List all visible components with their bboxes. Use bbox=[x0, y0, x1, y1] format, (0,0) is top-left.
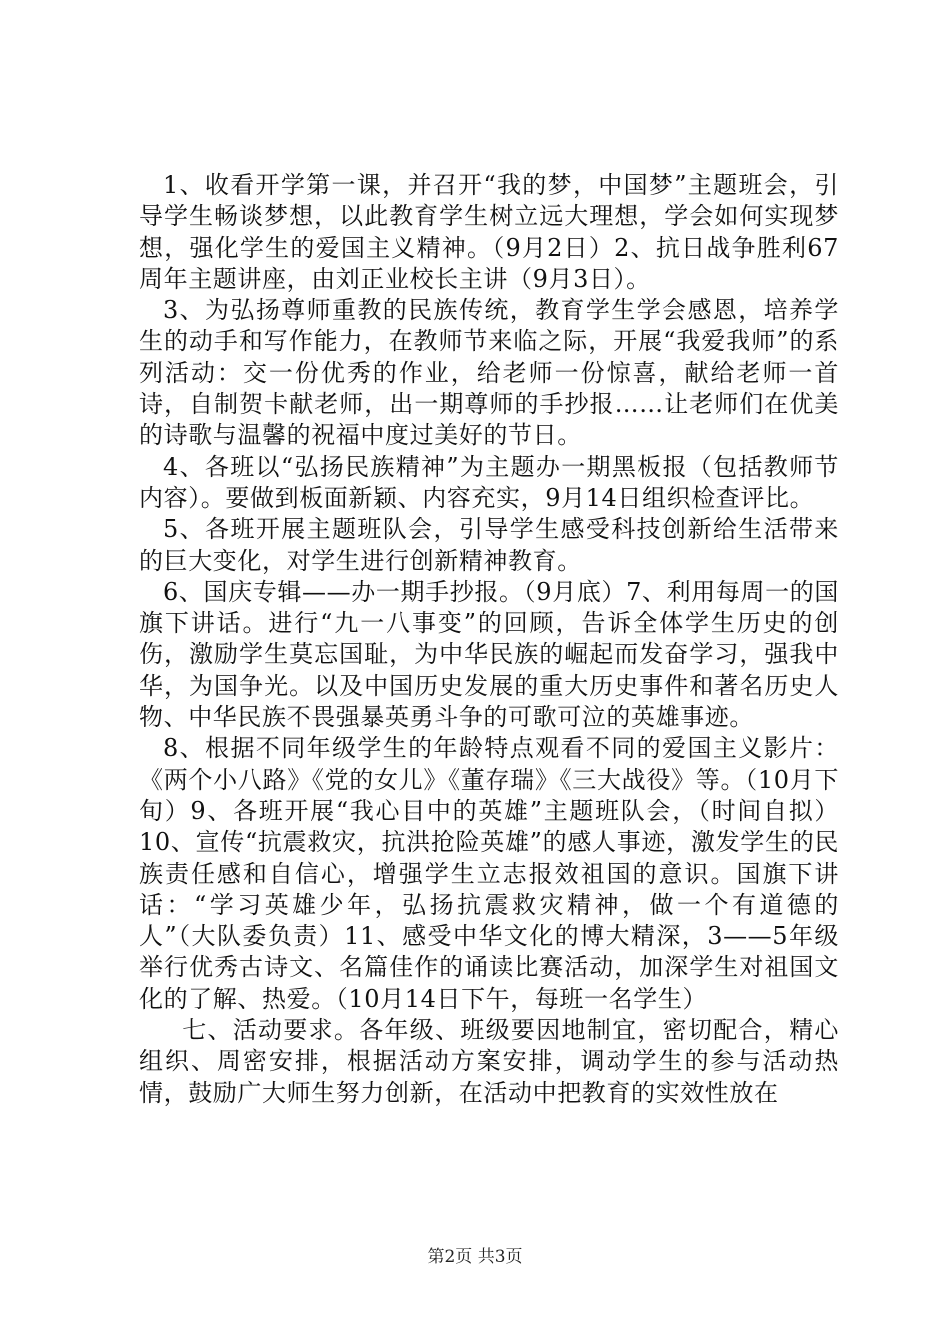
paragraph-7: 七、活动要求。各年级、班级要因地制宜，密切配合，精心组织、周密安排，根据活动方案安排，调动学生的参与活动热情，鼓励广大师生努力创新，在活动中把教育的实效性放在 bbox=[139, 1016, 839, 1107]
document-body bbox=[139, 170, 839, 1109]
paragraph-5: 6、国庆专辑——办一期手抄报。（9月底）7、利用每周一的国旗下讲话。进行“九一八事变”的回顾，告诉全体学生历史的创伤，激励学生莫忘国耻，为中华民族的崛起而发奋学习，强我中华，为国争光。以及中国历史发展的重大历史事件和著名历史人物、中华民族不畏强暴英勇斗争的可歌可泣的英雄事迹。 bbox=[139, 577, 839, 732]
paragraph-4: 5、各班开展主题班队会，引导学生感受科技创新给生活带来的巨大变化，对学生进行创新精神教育。 bbox=[139, 515, 839, 575]
paragraph-3: 4、各班以“弘扬民族精神”为主题办一期黑板报（包括教师节内容）。要做到板面新颖、内容充实，9月14日组织检查评比。 bbox=[139, 452, 839, 512]
paragraph-1: 1、收看开学第一课，并召开“我的梦，中国梦”主题班会，引导学生畅谈梦想，以此教育学生树立远大理想，学会如何实现梦想，强化学生的爱国主义精神。（9月2日）2、抗日战争胜利67周年主题讲座，由刘正业校长主讲（9月3日）。 bbox=[139, 171, 839, 293]
page-footer: 第2页 共3页 bbox=[427, 1247, 523, 1267]
paragraph-6: 8、根据不同年级学生的年龄特点观看不同的爱国主义影片：《两个小八路》《党的女儿》《董存瑞》《三大战役》等。（10月下旬）9、各班开展“我心目中的英雄”主题班队会，（时间自拟）10、宣传“抗震救灾，抗洪抢险英雄”的感人事迹，激发学生的民族责任感和自信心，增强学生立志报效祖国的意识。国旗下讲话：“学习英雄少年，弘扬抗震救灾精神，做一个有道德的人”（大队委负责）11、感受中华文化的博大精深，3——5年级举行优秀古诗文、名篇佳作的诵读比赛活动，加深学生对祖国文化的了解、热爱。（10月14日下午，每班一名学生） bbox=[139, 734, 839, 1013]
paragraph-2: 3、为弘扬尊师重教的民族传统，教育学生学会感恩，培养学生的动手和写作能力，在教师节来临之际，开展“我爱我师”的系列活动：交一份优秀的作业，给老师一份惊喜，献给老师一首诗，自制贺卡献老师，出一期尊师的手抄报……让老师们在优美的诗歌与温馨的祝福中度过美好的节日。 bbox=[139, 296, 839, 450]
